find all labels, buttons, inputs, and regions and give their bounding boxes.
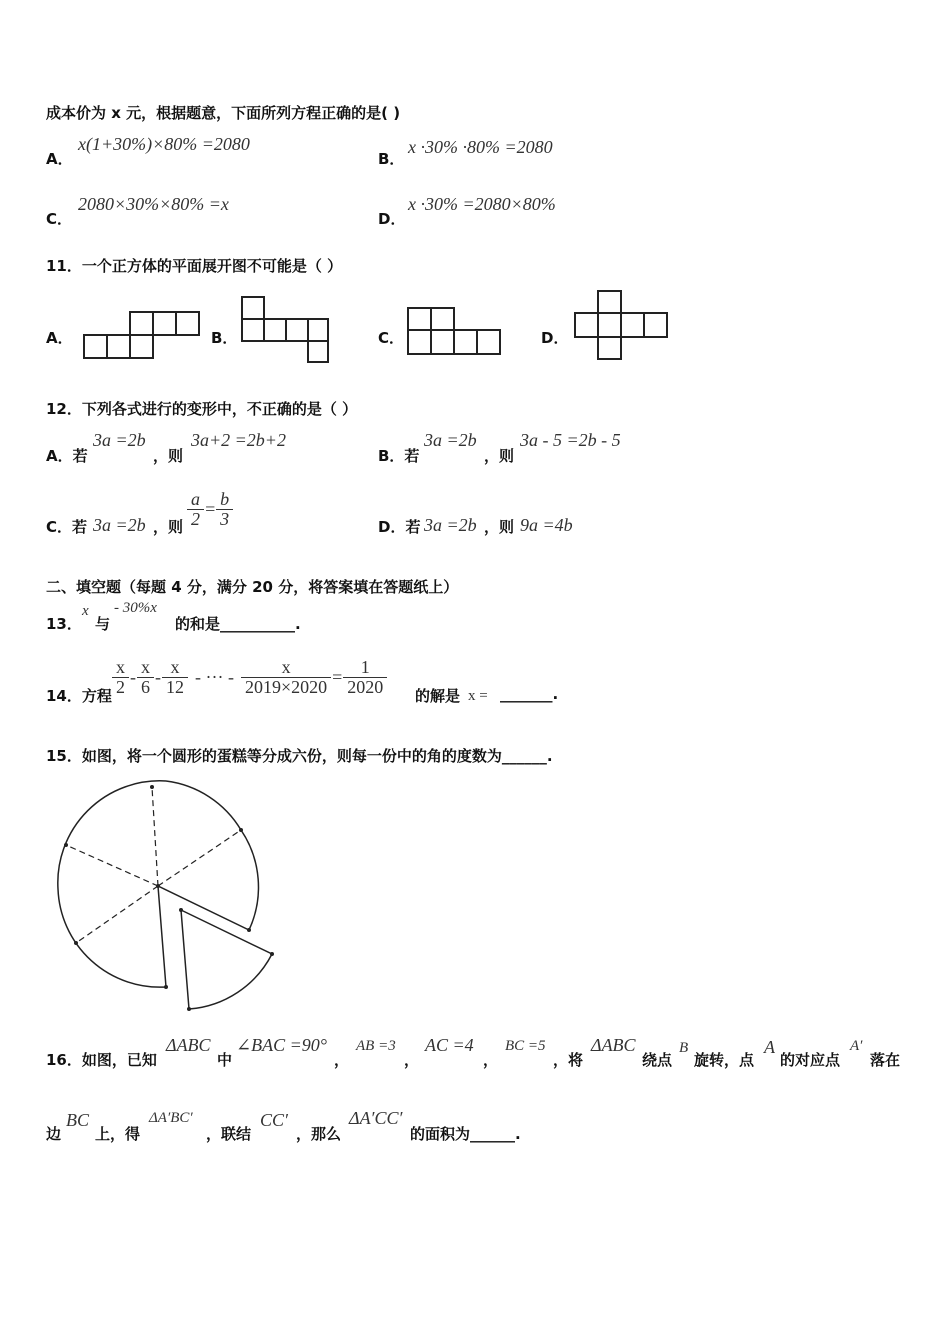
q16-name: ，那么 [296,1125,342,1143]
minus-sign: - [155,666,161,687]
q12-option-b-label[interactable]: B．若 [378,447,420,465]
q12-option-c-label[interactable]: C．若 [46,518,88,536]
fraction-denominator: 12 [166,676,184,697]
q14-tail: 的解是 [415,687,461,705]
fraction-denominator: 2 [116,676,125,697]
q14-variable: x = [468,688,488,704]
q16-triangle-a-prime-bc-prime: ΔA′BC′ [149,1110,193,1126]
q14-blank[interactable]: _______. [500,685,559,703]
q16-triangle-abc: ΔABC [166,1035,211,1055]
q16-lian: ，联结 [206,1125,252,1143]
q12-b-then: ，则 [484,447,515,465]
q12-a-condition: 3a =2b [93,430,146,450]
fraction-numerator: x [116,657,125,677]
q10-option-a-formula: x(1+30%)×80% =2080 [78,134,250,154]
q16-ab-length: AB =3 [356,1038,396,1054]
q14-equation [114,658,385,697]
q10-option-c-label[interactable]: C． [46,210,73,228]
cake-circle-figure [50,780,290,1020]
fraction-numerator: b [220,489,230,509]
fraction-a-over-2 [189,490,202,529]
fraction-numerator: 1 [360,657,370,677]
q11-option-a-label[interactable]: A． [46,329,73,347]
q12-d-result: 9a =4b [520,515,573,535]
q13-expression: - 30%x [114,600,157,616]
fraction-denominator: 2 [191,508,200,529]
cube-net-a-figure [80,310,205,365]
fraction-denominator: 6 [141,676,150,697]
q16-xuan: 旋转，点 [694,1051,755,1069]
q10-option-b-label[interactable]: B． [378,150,405,168]
fraction-x-over-12 [164,658,186,697]
q15-stem: 15．如图，将一个圆形的蛋糕等分成六份，则每一份中的角的度数为______. [46,747,553,765]
q14-number: 14．方程 [46,687,112,705]
q16-point-a-prime: A′ [850,1038,863,1054]
q16-intro: 16．如图，已知 [46,1051,157,1069]
fraction-x-over-2 [114,658,127,697]
equals-sign: = [204,498,217,519]
q16-angle-bac: ∠BAC =90° [236,1035,327,1055]
q16-point-a: A [764,1037,775,1057]
q12-a-result: 3a+2 =2b+2 [191,430,286,450]
q16-segment-cc-prime: CC′ [260,1110,288,1130]
fraction-denominator: 2019×2020 [244,676,328,697]
q12-a-then: ，则 [153,447,184,465]
q16-point-b: B [679,1040,689,1056]
q12-c-then: ，则 [153,518,184,536]
q16-luo: 落在 [870,1051,901,1069]
fraction-x-over-2019x2020 [243,658,329,697]
q13-with: 与 [95,615,111,633]
q10-option-d-label[interactable]: D． [378,210,406,228]
fraction-denominator: 2020 [347,676,384,697]
q16-shang: 上，得 [95,1125,141,1143]
q16-triangle-a-prime-cc-prime: ΔA′CC′ [349,1108,403,1128]
q13-variable-x: x [82,603,89,619]
equals-sign: = [332,666,343,687]
q12-d-then: ，则 [484,518,515,536]
q12-b-result: 3a - 5 =2b - 5 [520,430,621,450]
ellipsis-terms: - ··· - [195,666,234,687]
q10-option-d-formula: x ·30% =2080×80% [408,194,556,214]
q16-area-blank[interactable]: 的面积为______. [410,1125,521,1143]
fraction-denominator: 3 [220,508,230,529]
cube-net-d-figure [572,288,672,364]
q16-zhong: 中 [217,1051,233,1069]
q11-stem: 11．一个正方体的平面展开图不可能是（ ） [46,257,343,275]
q16-comma-1: ， [334,1051,350,1069]
q16-bian: 边 [46,1125,62,1143]
q12-c-condition: 3a =2b [93,515,146,535]
q12-option-d-label[interactable]: D．若 [378,518,421,536]
q10-option-a-label[interactable]: A． [46,150,73,168]
fraction-1-over-2020 [345,658,385,697]
q11-option-d-label[interactable]: D． [541,329,569,347]
minus-sign: - [130,666,136,687]
q10-option-c-formula: 2080×30%×80% =x [78,194,229,214]
q12-stem: 12．下列各式进行的变形中，不正确的是（ ） [46,400,358,418]
q11-option-b-label[interactable]: B． [211,329,238,347]
q11-option-c-label[interactable]: C． [378,329,405,347]
q13-tail: 的和是__________. [175,615,301,633]
q12-option-a-label[interactable]: A．若 [46,447,88,465]
cube-net-c-figure [405,305,505,360]
q16-triangle-abc-2: ΔABC [591,1035,636,1055]
q10-intro: 成本价为 x 元，根据题意，下面所列方程正确的是( ) [46,104,401,122]
q12-c-result [189,490,231,529]
fraction-numerator: x [141,657,150,677]
q12-d-condition: 3a =2b [424,515,477,535]
q16-jiang: ，将 [553,1051,584,1069]
q16-rao: 绕点 [642,1051,673,1069]
section-two-heading: 二、填空题（每题 4 分，满分 20 分，将答案填在答题纸上） [46,578,459,596]
fraction-b-over-3 [218,490,231,529]
q13-number: 13． [46,615,82,633]
q16-side-bc: BC [66,1110,90,1130]
q16-ac-length: AC =4 [425,1035,474,1055]
q10-option-b-formula: x ·30% ·80% =2080 [408,137,553,157]
fraction-numerator: x [170,657,180,677]
fraction-numerator: a [191,489,200,509]
fraction-x-over-6 [139,658,152,697]
fraction-numerator: x [281,657,291,677]
q16-comma-3: ， [483,1051,499,1069]
q16-bc-length: BC =5 [505,1038,546,1054]
q16-comma-2: ， [404,1051,420,1069]
cube-net-b-figure [240,294,335,366]
q12-b-condition: 3a =2b [424,430,477,450]
q16-dui: 的对应点 [780,1051,841,1069]
